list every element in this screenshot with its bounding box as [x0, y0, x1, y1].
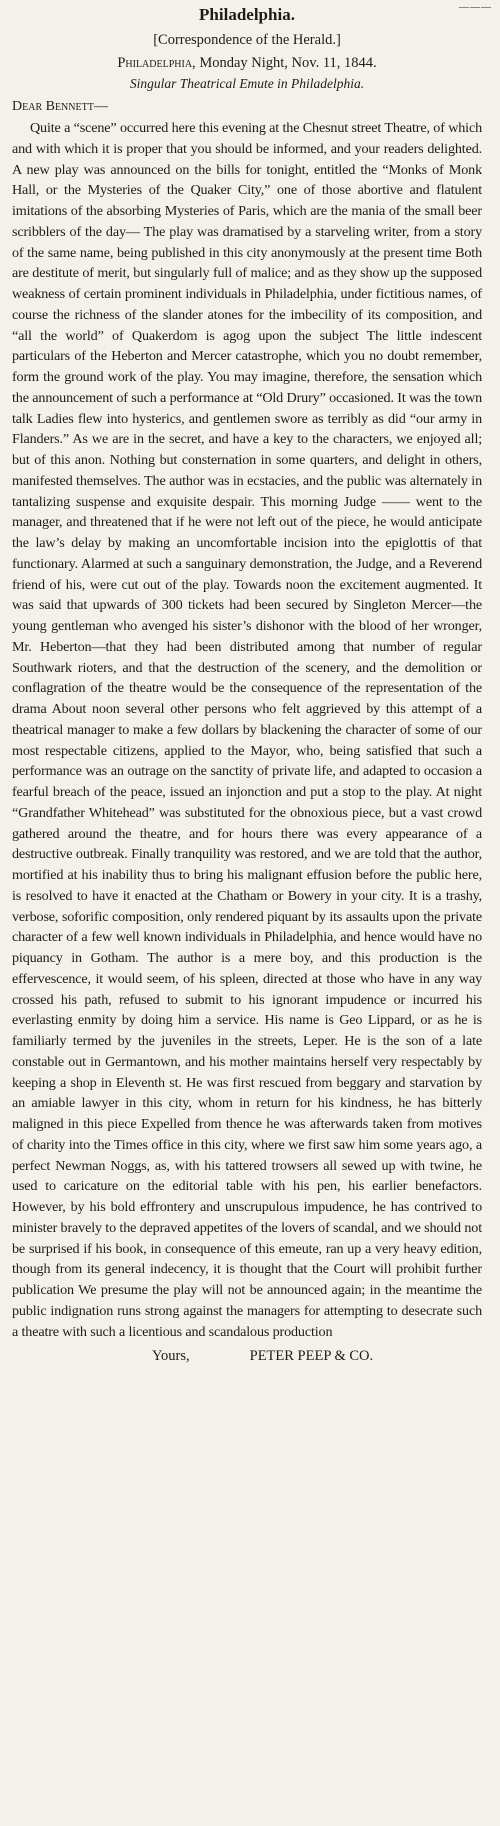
column-rule-mark: ———: [459, 2, 492, 13]
article-body: Quite a “scene” occurred here this evening at the Chesnut street Theatre, of which and with which it is proper that you should be informed, and your readers delighted. A new play was announced on the bills for tonight, entitled the “Monks of Monk Hall, or the Mysteries of the Quaker City,” one of those abortive and flatulent imitations of the absorbing Mysteries of Paris, which are the mania of the small beer scribblers of the day— The play was dramatised by a starveling writer, from a story of the same name, being published in this city anonymously at the present time Both are destitute of merit, but singularly full of malice; and as they show up the supposed weakness of certain prominent individuals in Philadelphia, under fictitious names, of course the richness of the slander atones for the imbecility of its composition, and “all the world” of Quakerdom is agog upon the subject The little indescent particulars of the Heberton and Mercer catastrophe, which you no doubt remember, form the ground work of the play. You may imagine, therefore, the sensation which the announcement of such a performance at “Old Drury” occasioned. It was the town talk Ladies flew into hysterics, and gentlemen swore as terribly as did “our army in Flanders.” As we are in the secret, and have a key to the characters, we enjoyed all; but of this anon. Nothing but consternation in some quarters, and delight in others, manifested themselves. The author was in ecstacies, and the public was alternately in tantalizing suspense and exquisite despair. This morning Judge —— went to the manager, and threatened that if he were not left out of the piece, he would anticipate the law’s delay by making an uncomfortable incision into the epiglottis of that functionary. Alarmed at such a sanguinary demonstration, the Judge, and a Reverend friend of his, were cut out of the play. Towards noon the excitement augmented. It was said that upwards of 300 tickets had been secured by Singleton Mercer—the young gentleman who avenged his sister’s dishonor with the blood of her wronger, Mr. Heberton—that they had been distributed among that number of regular Southwark rioters, and that the destruction of the scenery, and the demolition or conflagration of the theatre would be the consequence of the representation of the drama About noon several other persons who felt aggrieved by this attempt of a theatrical manager to make a few dollars by blackening the character of some of our most respectable citizens, applied to the Mayor, who, being satisfied that such a performance was an outrage on the sanctity of private life, and adapted to occasion a fearful breach of the peace, issued an injonction and put a stop to the play. At night “Grandfather Whitehead” was substituted for the obnoxious piece, but a vast crowd gathered around the theatre, and for hours there was every appearance of a destructive outbreak. Finally tranquility was restored, and we are told that the author, mortified at his inability thus to bring his malignant effusion before the public here, is resolved to have it enacted at the Chatham or Bowery in your city. It is a trashy, verbose, soforific composition, only rendered piquant by its assaults upon the private character of a few well known individuals in Philadelphia, and hence would have no piquancy in Gotham. The author is a mere boy, and this production is the effervescence, it would seem, of his spleen, directed at those who have in any way crossed his path, refused to submit to his ignorant impudence or incurred his everlasting enmity by doing him a service. His name is Geo Lippard, or as he is familiarly termed by the juveniles in the streets, Leper. He is the son of a late constable out in Germantown, and his mother maintains herself very respectably by keeping a shop in Eleventh st. He was first rescued from beggary and starvation by an amiable lawyer in this city, whom in return for his kindness, he has bitterly maligned in this piece Expelled from thence he was afterwards taken from motives of charity into the Times office in this city, where we first saw him some years ago, a perfect Newman Noggs, as, with his tattered trowsers all sewed up with twine, he used to caricature on the editorial table with his pen, his earlier benefactors. However, by his bold effrontery and unscrupulous impudence, he has contrived to minister bravely to the depraved appetites of the lovers of scandal, and we should not be surprised if his book, in consequence of this emeute, ran up a very heavy edition, though from its general indecency, it is thought that the Court will prohibit further publication We presume the play will not be announced again; in the meantime the public indignation runs strong against the managers for attempting to desecrate such a theatre with such a licentious and scandalous production: [12, 120, 482, 1340]
correspondence-line: [Correspondence of the Herald.]: [153, 32, 341, 48]
signoff: [12, 1346, 482, 1366]
article-title: Philadelphia.: [199, 5, 295, 24]
article-subheading: Singular Theatrical Emute in Philadelphia.: [129, 76, 365, 91]
dateline-place: Philadelphia,: [117, 55, 196, 71]
signature: PETER PEEP & CO.: [249, 1348, 374, 1365]
dateline: [12, 53, 482, 73]
dateline-date: Monday Night, Nov. 11, 1844.: [199, 55, 377, 71]
valediction: Yours,: [152, 1348, 190, 1365]
salutation: Dear Bennett—: [12, 99, 108, 114]
